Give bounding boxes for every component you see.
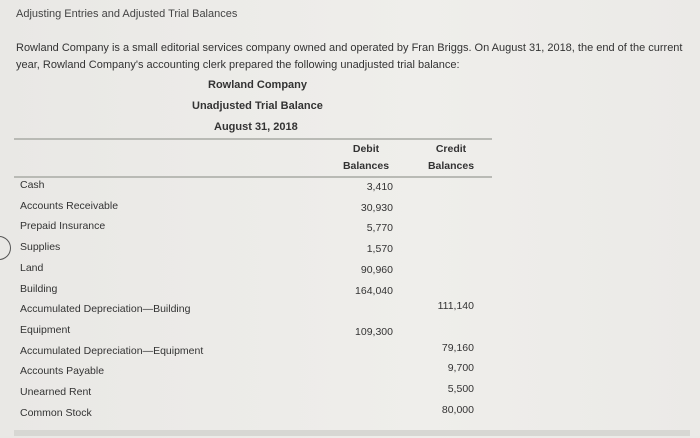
table-row-debit: 109,300 xyxy=(355,326,393,338)
table-row-account: Accumulated Depreciation—Building xyxy=(20,303,191,315)
table-row-account: Accounts Receivable xyxy=(20,200,119,212)
table-row-account: Equipment xyxy=(20,324,71,336)
table-row-account: Accounts Payable xyxy=(20,365,105,377)
table-row-debit: 1,570 xyxy=(366,243,393,255)
table-row-credit: 9,700 xyxy=(447,362,474,374)
table-row-account: Cash xyxy=(20,179,45,191)
table-row-debit: 30,930 xyxy=(360,202,393,214)
table-row-credit: 80,000 xyxy=(441,404,474,416)
table-row-credit: 111,140 xyxy=(437,300,474,312)
table-row-account: Land xyxy=(20,262,44,274)
header-rule-top xyxy=(14,138,492,140)
credit-header-line2: Balances xyxy=(427,160,475,172)
table-row-account: Supplies xyxy=(20,241,61,253)
table-row-debit: 164,040 xyxy=(355,285,393,297)
header-rule-bottom xyxy=(14,176,492,178)
table-row-account: Common Stock xyxy=(20,407,92,419)
page-title: Adjusting Entries and Adjusted Trial Balances xyxy=(16,8,238,20)
credit-column-header xyxy=(411,141,491,175)
table-row-debit: 3,410 xyxy=(366,181,393,193)
table-row-account: Building xyxy=(20,283,58,295)
intro-text: Rowland Company is a small editorial services company owned and operated by Fran Briggs. On August 31, 2018, the end of the current year, Rowland Company's accounting clerk prepared the following unadjusted trial balance: xyxy=(16,42,683,71)
table-row-debit: 5,770 xyxy=(366,222,393,234)
table-row-credit: 5,500 xyxy=(447,383,474,395)
table-row-account: Unearned Rent xyxy=(20,386,92,398)
table-row-debit: 90,960 xyxy=(360,264,393,276)
debit-header-line2: Balances xyxy=(342,160,390,172)
table-row-credit: 79,160 xyxy=(441,342,474,354)
bottom-edge xyxy=(14,430,690,436)
credit-header-line1: Credit xyxy=(435,143,467,155)
report-date: August 31, 2018 xyxy=(214,121,298,133)
table-row-account: Prepaid Insurance xyxy=(20,220,106,232)
debit-column-header xyxy=(326,141,406,175)
debit-header-line1: Debit xyxy=(352,143,380,155)
table-row-account: Accumulated Depreciation—Equipment xyxy=(20,345,204,357)
report-name: Unadjusted Trial Balance xyxy=(192,100,323,112)
company-name: Rowland Company xyxy=(208,79,308,91)
left-bracket-shape xyxy=(0,236,11,260)
